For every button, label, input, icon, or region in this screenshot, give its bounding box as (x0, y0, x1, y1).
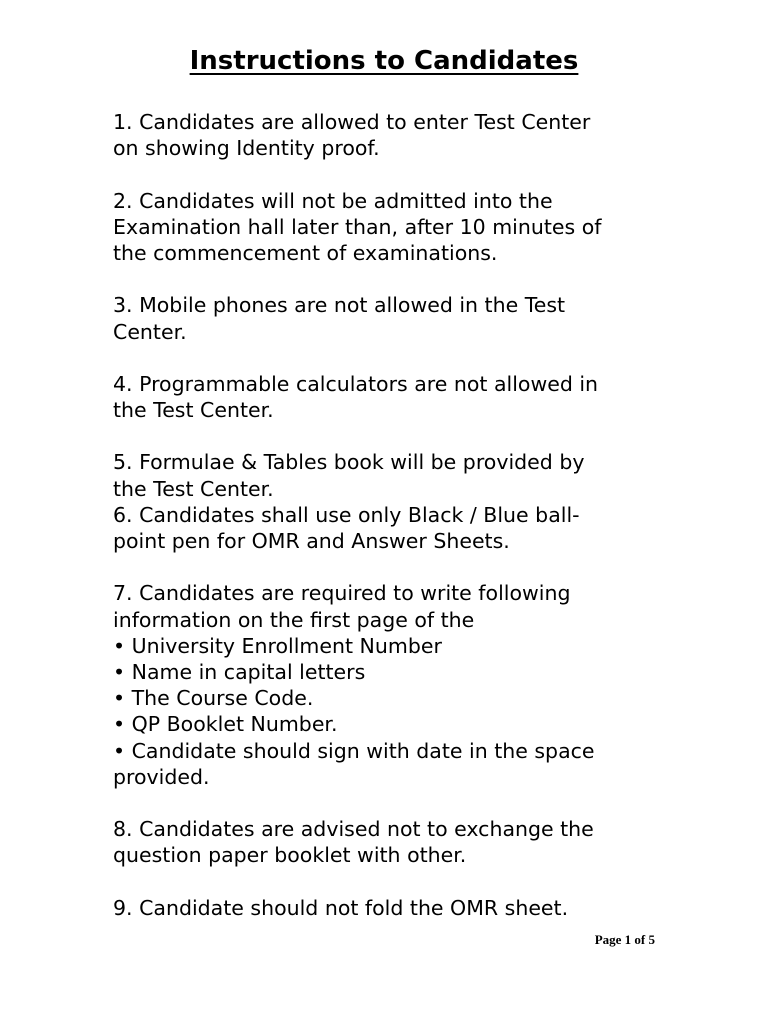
page-title: Instructions to Candidates (189, 46, 579, 76)
instruction-line: the Test Center. (113, 398, 274, 423)
instruction-item (113, 816, 733, 868)
instruction-line: information on the first page of the (113, 607, 475, 632)
instruction-line: 7. Candidates are required to write following (113, 581, 571, 606)
instruction-line: 5. Formulae & Tables book will be provided by (113, 450, 585, 475)
instruction-line: provided. (113, 764, 210, 789)
instruction-line: 1. Candidates are allowed to enter Test Center (113, 110, 591, 134)
instruction-line: 6. Candidates shall use only Black / Blue ball- (113, 502, 580, 527)
instruction-line: 2. Candidates will not be admitted into the (113, 188, 553, 213)
instruction-line: Examination hall later than, after 10 minutes of (113, 214, 602, 239)
instruction-item (113, 188, 733, 267)
instruction-line: • University Enrollment Number (113, 633, 442, 658)
instructions-list (113, 109, 733, 921)
instruction-line: Center. (113, 319, 187, 344)
instruction-line: 3. Mobile phones are not allowed in the Test (113, 293, 566, 318)
instruction-item (113, 371, 733, 423)
instruction-item (113, 449, 733, 501)
instruction-item (113, 580, 733, 790)
instruction-item (113, 895, 733, 921)
paragraph-spacer (113, 868, 733, 894)
instruction-line: • Candidate should sign with date in the space (113, 738, 595, 763)
instruction-line: 8. Candidates are advised not to exchange the (113, 817, 594, 842)
instruction-item (113, 109, 733, 161)
paragraph-spacer (113, 161, 733, 187)
paragraph-spacer (113, 345, 733, 371)
paragraph-spacer (113, 423, 733, 449)
page-number: Page 1 of 5 (594, 932, 655, 947)
instruction-line: • Name in capital letters (113, 659, 366, 684)
instruction-item (113, 292, 733, 344)
instruction-line: question paper booklet with other. (113, 843, 467, 868)
paragraph-spacer (113, 266, 733, 292)
instruction-line: • The Course Code. (113, 686, 314, 711)
instruction-item (113, 502, 733, 554)
paragraph-spacer (113, 790, 733, 816)
instruction-line: the commencement of examinations. (113, 240, 498, 265)
instruction-line: the Test Center. (113, 476, 274, 501)
instruction-line: • QP Booklet Number. (113, 712, 338, 737)
instruction-line: 4. Programmable calculators are not allowed in (113, 371, 599, 396)
paragraph-spacer (113, 554, 733, 580)
instruction-line: 9. Candidate should not fold the OMR sheet. (113, 895, 569, 920)
instruction-line: on showing Identity proof. (113, 136, 380, 161)
instruction-line: point pen for OMR and Answer Sheets. (113, 529, 510, 553)
